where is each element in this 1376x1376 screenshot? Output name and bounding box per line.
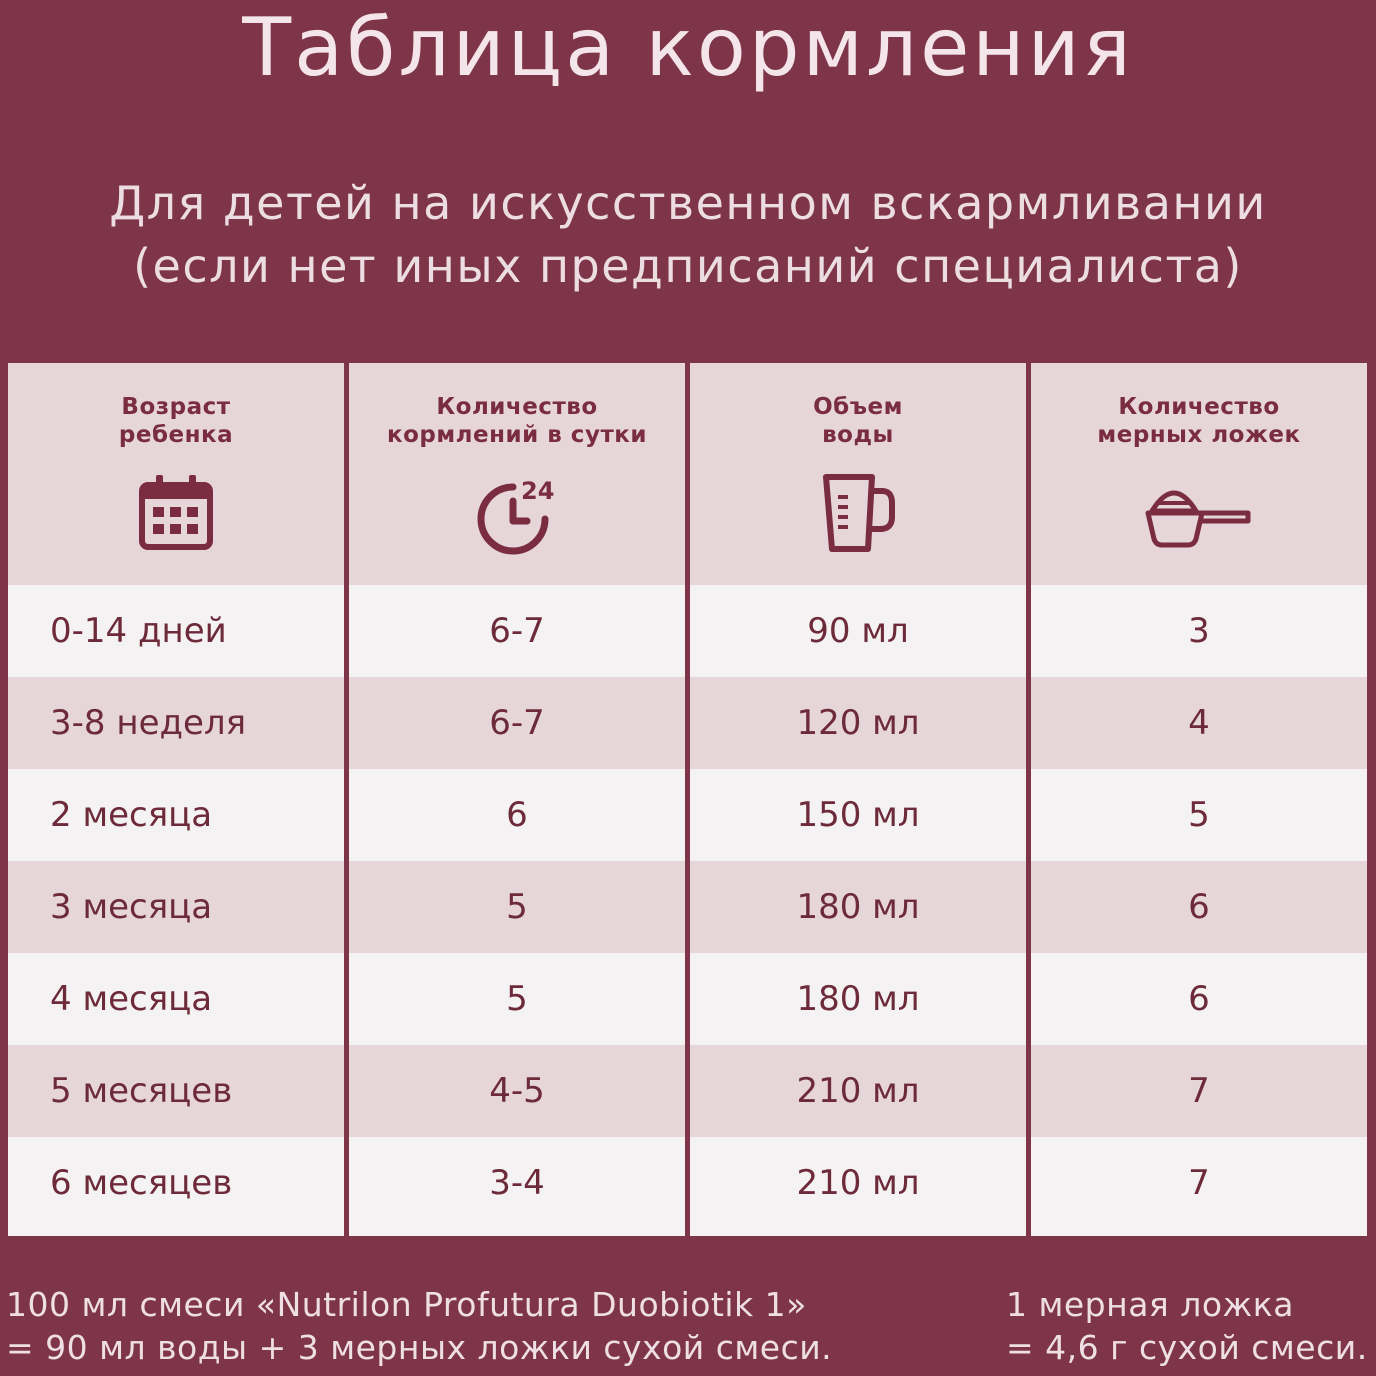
header-label: Объем bbox=[813, 394, 903, 420]
table-cell-age: 6 месяцев bbox=[50, 1163, 233, 1203]
measuring-jug-icon bbox=[803, 470, 913, 556]
column-header-water bbox=[690, 363, 1026, 585]
table-cell-scoops: 7 bbox=[1031, 1045, 1367, 1137]
footer-note-scoop bbox=[1006, 1283, 1368, 1369]
header-label: мерных ложек bbox=[1097, 422, 1301, 448]
table-cell-scoops: 5 bbox=[1188, 795, 1210, 835]
table-cell-feedings: 5 bbox=[349, 861, 685, 953]
subtitle-line-1: Для детей на искусственном вскармливании bbox=[109, 176, 1267, 230]
table-cell-water: 90 мл bbox=[807, 611, 909, 651]
footer-text: = 90 мл воды + 3 мерных ложки сухой смеси. bbox=[6, 1328, 833, 1367]
footer-text: 100 мл смеси «Nutrilon Profutura Duobiotik 1» bbox=[6, 1285, 807, 1324]
calendar-icon bbox=[121, 470, 231, 556]
table-cell-age: 5 месяцев bbox=[8, 1045, 344, 1137]
table-cell-water: 150 мл bbox=[796, 795, 920, 835]
footer-text: = 4,6 г сухой смеси. bbox=[1006, 1328, 1368, 1367]
header-label: воды bbox=[822, 422, 894, 448]
table-cell-feedings: 6-7 bbox=[489, 611, 545, 651]
table-cell-water: 180 мл bbox=[796, 979, 920, 1019]
table-cell-water: 210 мл bbox=[690, 1045, 1026, 1137]
table-cell-water: 210 мл bbox=[796, 1163, 920, 1203]
column-header-scoops bbox=[1031, 363, 1367, 585]
column-water bbox=[690, 363, 1026, 1236]
column-header-feedings bbox=[349, 363, 685, 585]
clock-24-icon bbox=[462, 470, 572, 556]
column-feedings bbox=[349, 363, 685, 1236]
page-subtitle bbox=[0, 172, 1376, 298]
table-cell-water: 180 мл bbox=[690, 861, 1026, 953]
table-cell-water: 120 мл bbox=[690, 677, 1026, 769]
header-label: Возраст bbox=[121, 394, 231, 420]
table-cell-scoops: 4 bbox=[1031, 677, 1367, 769]
table-cell-feedings: 6 bbox=[506, 795, 528, 835]
table-cell-age: 4 месяца bbox=[50, 979, 213, 1019]
header-label: кормлений в сутки bbox=[387, 422, 647, 448]
header-label: ребенка bbox=[118, 422, 234, 448]
table-cell-feedings: 3-4 bbox=[489, 1163, 545, 1203]
header-label: Количество bbox=[1118, 394, 1280, 420]
table-cell-feedings: 4-5 bbox=[349, 1045, 685, 1137]
table-cell-scoops: 7 bbox=[1188, 1163, 1210, 1203]
column-header-age bbox=[8, 363, 344, 585]
measuring-scoop-icon bbox=[1144, 470, 1254, 556]
table-cell-scoops: 3 bbox=[1188, 611, 1210, 651]
table-cell-scoops: 6 bbox=[1188, 979, 1210, 1019]
header-label: Количество bbox=[436, 394, 598, 420]
subtitle-line-2: (если нет иных предписаний специалиста) bbox=[133, 239, 1243, 293]
table-cell-age: 0-14 дней bbox=[50, 611, 227, 651]
table-cell-age: 3-8 неделя bbox=[8, 677, 344, 769]
column-scoops bbox=[1031, 363, 1367, 1236]
table-cell-age: 2 месяца bbox=[50, 795, 213, 835]
svg-text:24: 24 bbox=[521, 477, 555, 505]
footer-note-mix bbox=[6, 1283, 832, 1369]
footer-text: 1 мерная ложка bbox=[1006, 1285, 1294, 1324]
table-cell-age: 3 месяца bbox=[8, 861, 344, 953]
table-cell-feedings: 5 bbox=[506, 979, 528, 1019]
page-title: Таблица кормления bbox=[242, 1, 1134, 94]
table-cell-feedings: 6-7 bbox=[349, 677, 685, 769]
column-age bbox=[8, 363, 344, 1236]
table-cell-scoops: 6 bbox=[1031, 861, 1367, 953]
